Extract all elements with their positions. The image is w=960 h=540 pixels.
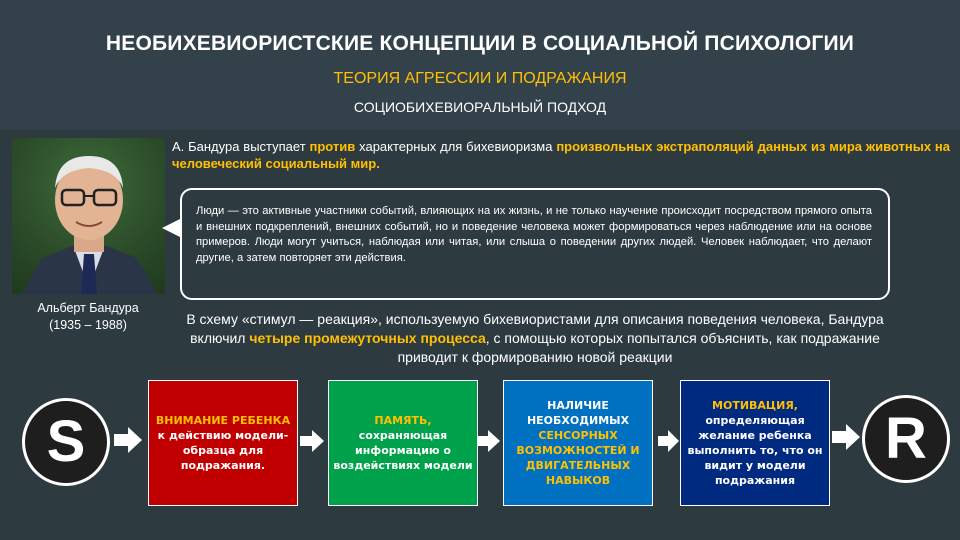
- process-memory-box: [328, 380, 478, 506]
- response-circle: R: [862, 395, 950, 483]
- arrow-right-icon: [658, 430, 680, 452]
- process-skills-heading: СЕНСОРНЫХ ВОЗМОЖНОСТЕЙ И ДВИГАТЕЛЬНЫХ НАВЫКОВ: [516, 429, 640, 487]
- stimulus-circle: S: [22, 398, 110, 486]
- process-motivation-body: определяющая желание ребенка выполнить то, что он видит у модели подражания: [687, 414, 823, 487]
- process-attention-heading: ВНИМАНИЕ РЕБЕНКА: [155, 414, 291, 427]
- description-paragraph: [178, 310, 892, 367]
- description-text-1: В схему «стимул — реакция», используемую бихевиористами для описания поведения человека, Бандура включил: [186, 311, 884, 346]
- portrait-photo: [12, 138, 165, 294]
- process-skills-box: [503, 380, 653, 506]
- description-text-2: , с помощью которых попытался объяснить, как подражание приводит к формированию новой реакции: [397, 330, 880, 365]
- process-memory-body: сохраняющая информацию о воздействиях модели: [333, 429, 473, 472]
- process-attention-body: к действию модели-образца для подражания.: [157, 429, 289, 472]
- arrow-right-icon: [114, 427, 144, 453]
- process-skills-heading-top: НАЛИЧИЕ НЕОБХОДИМЫХ: [526, 399, 630, 427]
- quote-text: Люди — это активные участники событий, влияющих на их жизнь, и не только научение происходит посредством прямого опыта и внешних подкреплений, внешних событий, но и поведение человека может формироваться через наблюдение или на основе примеров. Люди могут учиться, наблюдая или читая, или слыша о поведении других людей. Человек наблюдает, что делают другие, а затем повторяет эти действия.: [196, 205, 872, 264]
- page-title: НЕОБИХЕВИОРИСТСКИЕ КОНЦЕПЦИИ В СОЦИАЛЬНОЙ ПСИХОЛОГИИ: [105, 32, 855, 55]
- portrait-name: Альберт Бандура: [37, 301, 139, 315]
- portrait-years: (1935 – 1988): [49, 318, 127, 332]
- intro-highlight-1: против: [309, 139, 356, 154]
- arrow-right-icon: [476, 430, 502, 452]
- process-memory-heading: ПАМЯТЬ,: [374, 414, 432, 427]
- arrow-right-icon: [300, 430, 326, 452]
- intro-text-1: А. Бандура выступает: [172, 139, 310, 154]
- intro-highlight-2: произвольных экстраполяций данных из мира животных на человеческий социальный мир.: [172, 139, 950, 171]
- page-subtitle: ТЕОРИЯ АГРЕССИИ И ПОДРАЖАНИЯ: [333, 70, 627, 87]
- process-motivation-heading: МОТИВАЦИЯ,: [712, 399, 798, 412]
- intro-text-2: характерных для бихевиоризма: [355, 139, 557, 154]
- description-highlight: четыре промежуточных процесса: [249, 330, 486, 346]
- intro-paragraph: [172, 138, 950, 172]
- process-motivation-box: [680, 380, 830, 506]
- approach-heading: СОЦИОБИХЕВИОРАЛЬНЫЙ ПОДХОД: [353, 99, 607, 115]
- process-attention-box: [148, 380, 298, 506]
- quote-bubble-tail: [162, 218, 182, 238]
- arrow-right-icon: [832, 424, 862, 450]
- portrait-caption: [2, 300, 174, 334]
